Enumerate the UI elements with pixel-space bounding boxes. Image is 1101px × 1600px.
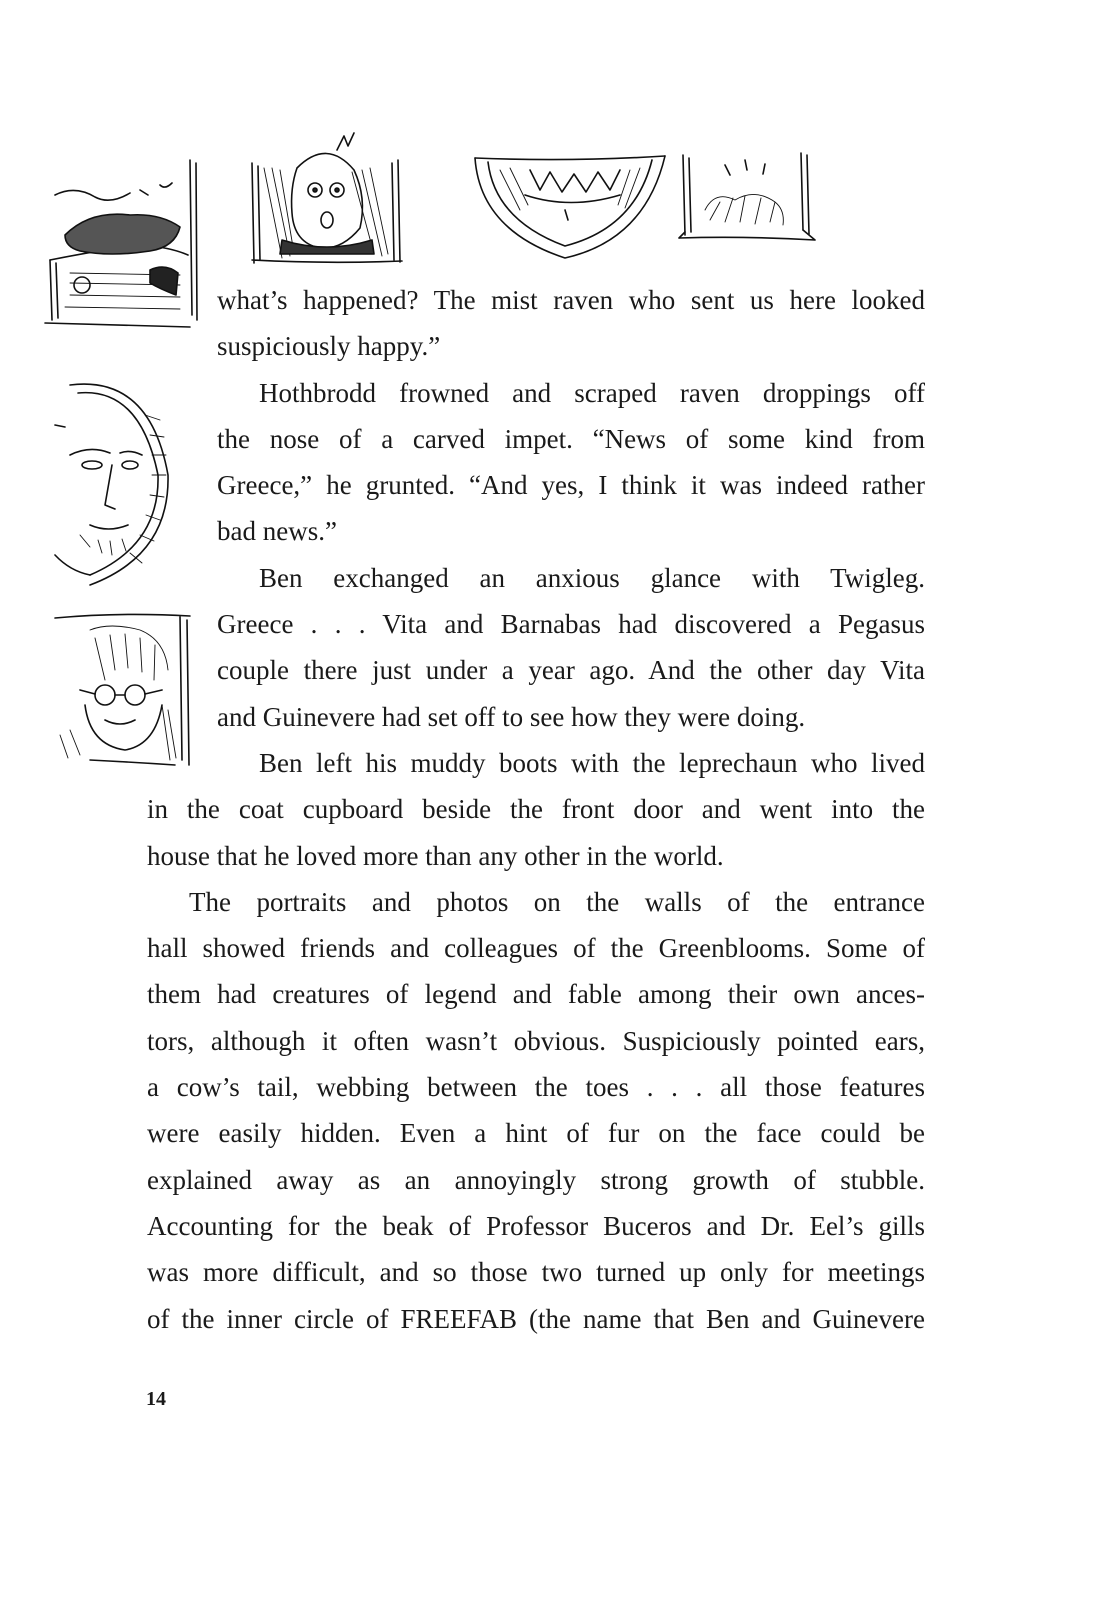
text-line: a cow’s tail, webbing between the toes . . . all those features [147, 1072, 925, 1103]
text-line: Greece . . . Vita and Barnabas had discovered a Pegasus [217, 609, 925, 640]
text-line: of the inner circle of FREEFAB (the name that Ben and Guinevere [147, 1303, 925, 1334]
text-line: Accounting for the beak of Professor Buceros and Dr. Eel’s gills [147, 1210, 925, 1241]
text-line: the nose of a carved impet. “News of some kind from [217, 423, 925, 454]
text-line: house that he loved more than any other in the world. [147, 840, 724, 871]
text-line: suspiciously happy.” [217, 331, 441, 362]
text-line: what’s happened? The mist raven who sent us here looked [217, 285, 925, 315]
text-line: was more difficult, and so those two turned up only for meetings [147, 1257, 925, 1288]
fur-portrait-illustration [675, 150, 820, 245]
text-line: hall showed friends and colleagues of the Greenblooms. Some of [147, 933, 925, 964]
text-line: Ben left his muddy boots with the leprechaun who lived [259, 747, 925, 778]
text-line: Hothbrodd frowned and scraped raven droppings off [259, 377, 925, 408]
text-line: and Guinevere had set off to see how they were doing. [217, 701, 806, 732]
text-line: explained away as an annoyingly strong growth of stubble. [147, 1164, 925, 1195]
page-number: 14 [146, 1388, 166, 1410]
body-text [147, 277, 925, 1342]
text-line: tors, although it often wasn’t obvious. Suspiciously pointed ears, [147, 1025, 925, 1056]
text-line: couple there just under a year ago. And the other day Vita [217, 655, 925, 686]
text-line: were easily hidden. Even a hint of fur on the face could be [147, 1118, 925, 1149]
text-line: in the coat cupboard beside the front door and went into the [147, 794, 925, 825]
text-line: Greece,” he grunted. “And yes, I think it was indeed rather [217, 470, 925, 501]
text-line: Ben exchanged an anxious glance with Twigleg. [259, 562, 925, 593]
half-round-teeth-portrait-illustration [470, 150, 670, 265]
text-line: bad news.” [217, 516, 337, 547]
text-line: them had creatures of legend and fable among their own ances- [147, 979, 925, 1010]
text-line: The portraits and photos on the walls of the entrance [189, 886, 925, 917]
egg-face-portrait-illustration [242, 128, 412, 268]
